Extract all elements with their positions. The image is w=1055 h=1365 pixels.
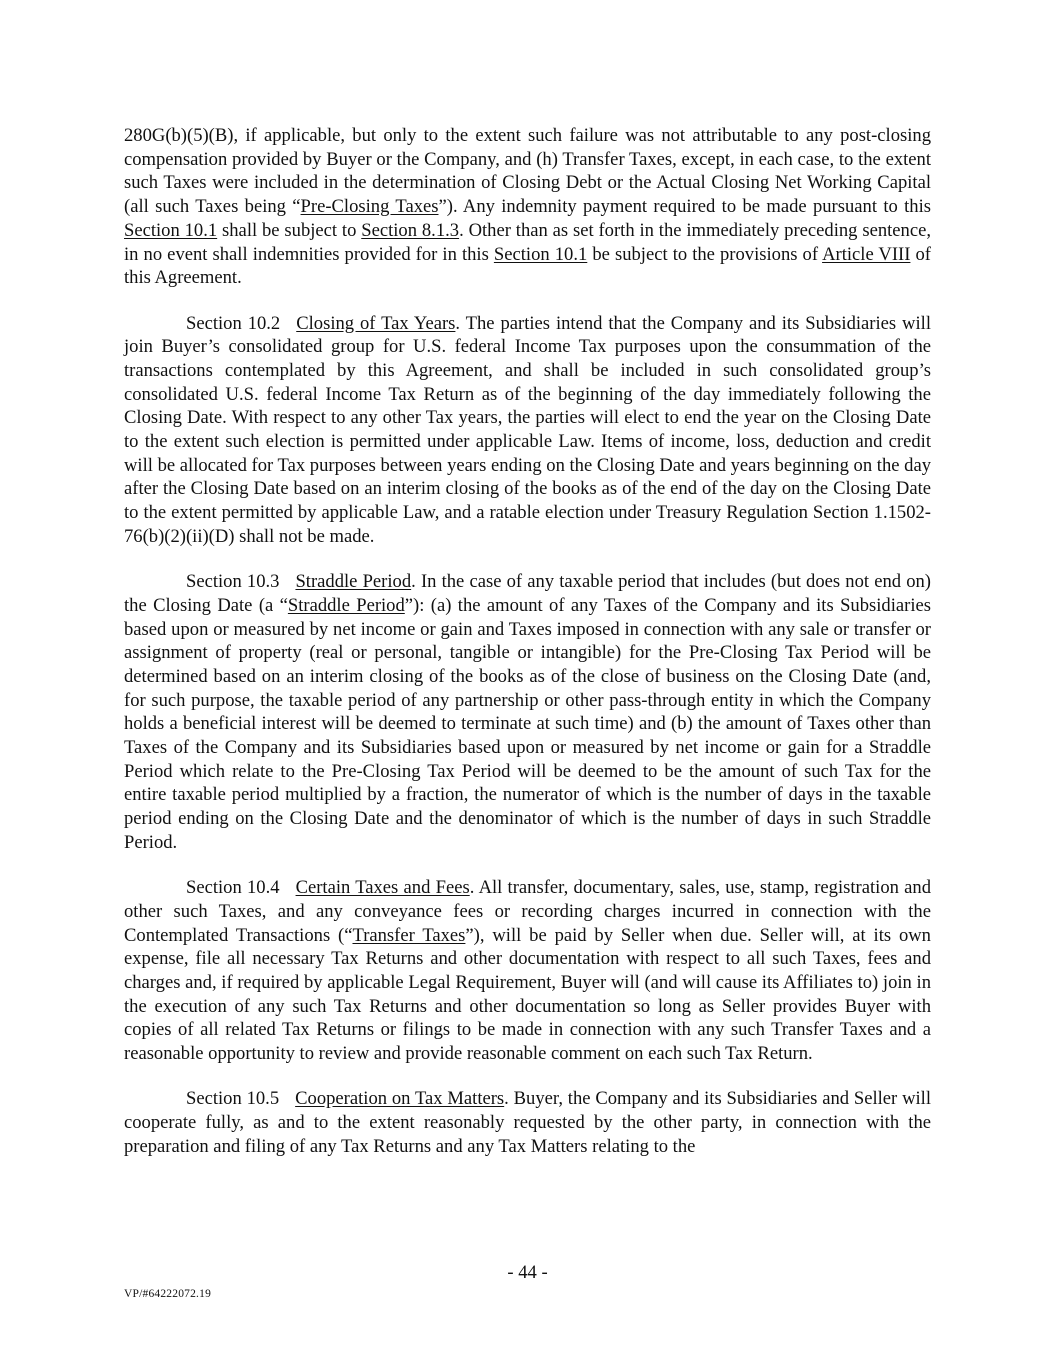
section-heading: Straddle Period <box>295 571 412 593</box>
section-heading: Cooperation on Tax Matters <box>295 1088 505 1110</box>
defined-term-transfer-taxes: Transfer Taxes <box>352 924 466 946</box>
section-10-5-paragraph: Section 10.5 Cooperation on Tax Matters. Buyer, the Company and its Subsidiaries and Seller will cooperate fully, as and to the extent reasonably requested by the other party, in connection with the preparation and filing of any Tax Returns and any Tax Matters relating to the <box>124 1088 931 1157</box>
document-body <box>124 124 931 1159</box>
section-number: Section 10.5 <box>186 1088 280 1110</box>
section-10-1-reference: Section 10.1 <box>124 219 218 241</box>
section-8-1-3-reference: Section 8.1.3 <box>361 219 460 241</box>
defined-term-straddle-period: Straddle Period <box>287 594 405 616</box>
page-number: - 44 - <box>507 1262 548 1283</box>
section-10-2-paragraph: Section 10.2 Closing of Tax Years. The parties intend that the Company and its Subsidiaries will join Buyer’s consolidated group for U.S. federal Income Tax purposes upon the consummation of the transactions contemplated by this Agreement, and shall be included in such consolidated group’s consolidated U.S. federal Income Tax Return as of the beginning of the day immediately following the Closing Date. With respect to any other Tax years, the parties will elect to end the year on the Closing Date to the extent such election is permitted under applicable Law. Items of income, loss, deduction and credit will be allocated for Tax purposes between years ending on the Closing Date and years beginning on the day after the Closing Date based on an interim closing of the books as of the end of the day on the Closing Date to the extent permitted by applicable Law, and a ratable election under Treasury Regulation Section 1.1502-76(b)(2)(ii)(D) shall not be made. <box>124 312 931 547</box>
section-heading: Certain Taxes and Fees <box>295 877 470 899</box>
section-10-4-paragraph: Section 10.4 Certain Taxes and Fees. All transfer, documentary, sales, use, stamp, registration and other such Taxes, and any conveyance fees or recording charges incurred in connection with the Contemplated Transactions (“Transfer Taxes”), will be paid by Seller when due. Seller will, at its own expense, file all necessary Tax Returns and other documentation with respect to all such Taxes, fees and charges and, if required by applicable Legal Requirement, Buyer will (and will cause its Affiliates to) join in the execution of any such Tax Returns and other documentation so long as Seller provides Buyer with copies of all related Tax Returns or filings to be made in connection with any such Transfer Taxes and a reasonable opportunity to review and provide reasonable comment on each such Tax Return. <box>124 877 931 1065</box>
section-number: Section 10.2 <box>186 312 281 334</box>
paragraph-10-1-continuation: 280G(b)(5)(B), if applicable, but only to the extent such failure was not attributable to any post-closing compensation provided by Buyer or the Company, and (h) Transfer Taxes, except, in each case, to the extent such Taxes were included in the determination of Closing Debt or the Actual Closing Net Working Capital (all such Taxes being “Pre-Closing Taxes”). Any indemnity payment required to be made pursuant to this Section 10.1 shall be subject to Section 8.1.3. Other than as set forth in the immediately preceding sentence, in no event shall indemnities provided for in this Section 10.1 be subject to the provisions of Article VIII of this Agreement. <box>124 125 932 289</box>
article-viii-reference: Article VIII <box>822 243 911 265</box>
section-10-3-paragraph: Section 10.3 Straddle Period. In the case of any taxable period that includes (but does not end on) the Closing Date (a “Straddle Period”): (a) the amount of any Taxes of the Company and its Subsidiaries based upon or measured by net income or gain and Taxes imposed in connection with any sale or transfer or assignment of property (real or personal, tangible or intangible) for the Pre-Closing Tax Period will be determined based on an interim closing of the books as of the close of business on the Closing Date (and, for such purpose, the taxable period of any partnership or other pass-through entity in which the Company holds a beneficial interest will be deemed to terminate at such time) and (b) the amount of Taxes other than Taxes of the Company and its Subsidiaries based upon or measured by net income or gain for a Straddle Period which relate to the Pre-Closing Tax Period will be deemed to be the amount of such Tax for the entire taxable period multiplied by a fraction, the numerator of which is the number of days in the taxable period ending on the Closing Date and the denominator of which is the number of days in such Straddle Period. <box>124 571 931 853</box>
defined-term-pre-closing-taxes: Pre-Closing Taxes <box>300 196 439 218</box>
section-10-1-reference-2: Section 10.1 <box>493 243 588 265</box>
section-number: Section 10.4 <box>186 877 280 899</box>
section-heading: Closing of Tax Years <box>296 312 456 334</box>
document-id: VP/#64222072.19 <box>124 1288 212 1300</box>
section-number: Section 10.3 <box>186 571 280 593</box>
